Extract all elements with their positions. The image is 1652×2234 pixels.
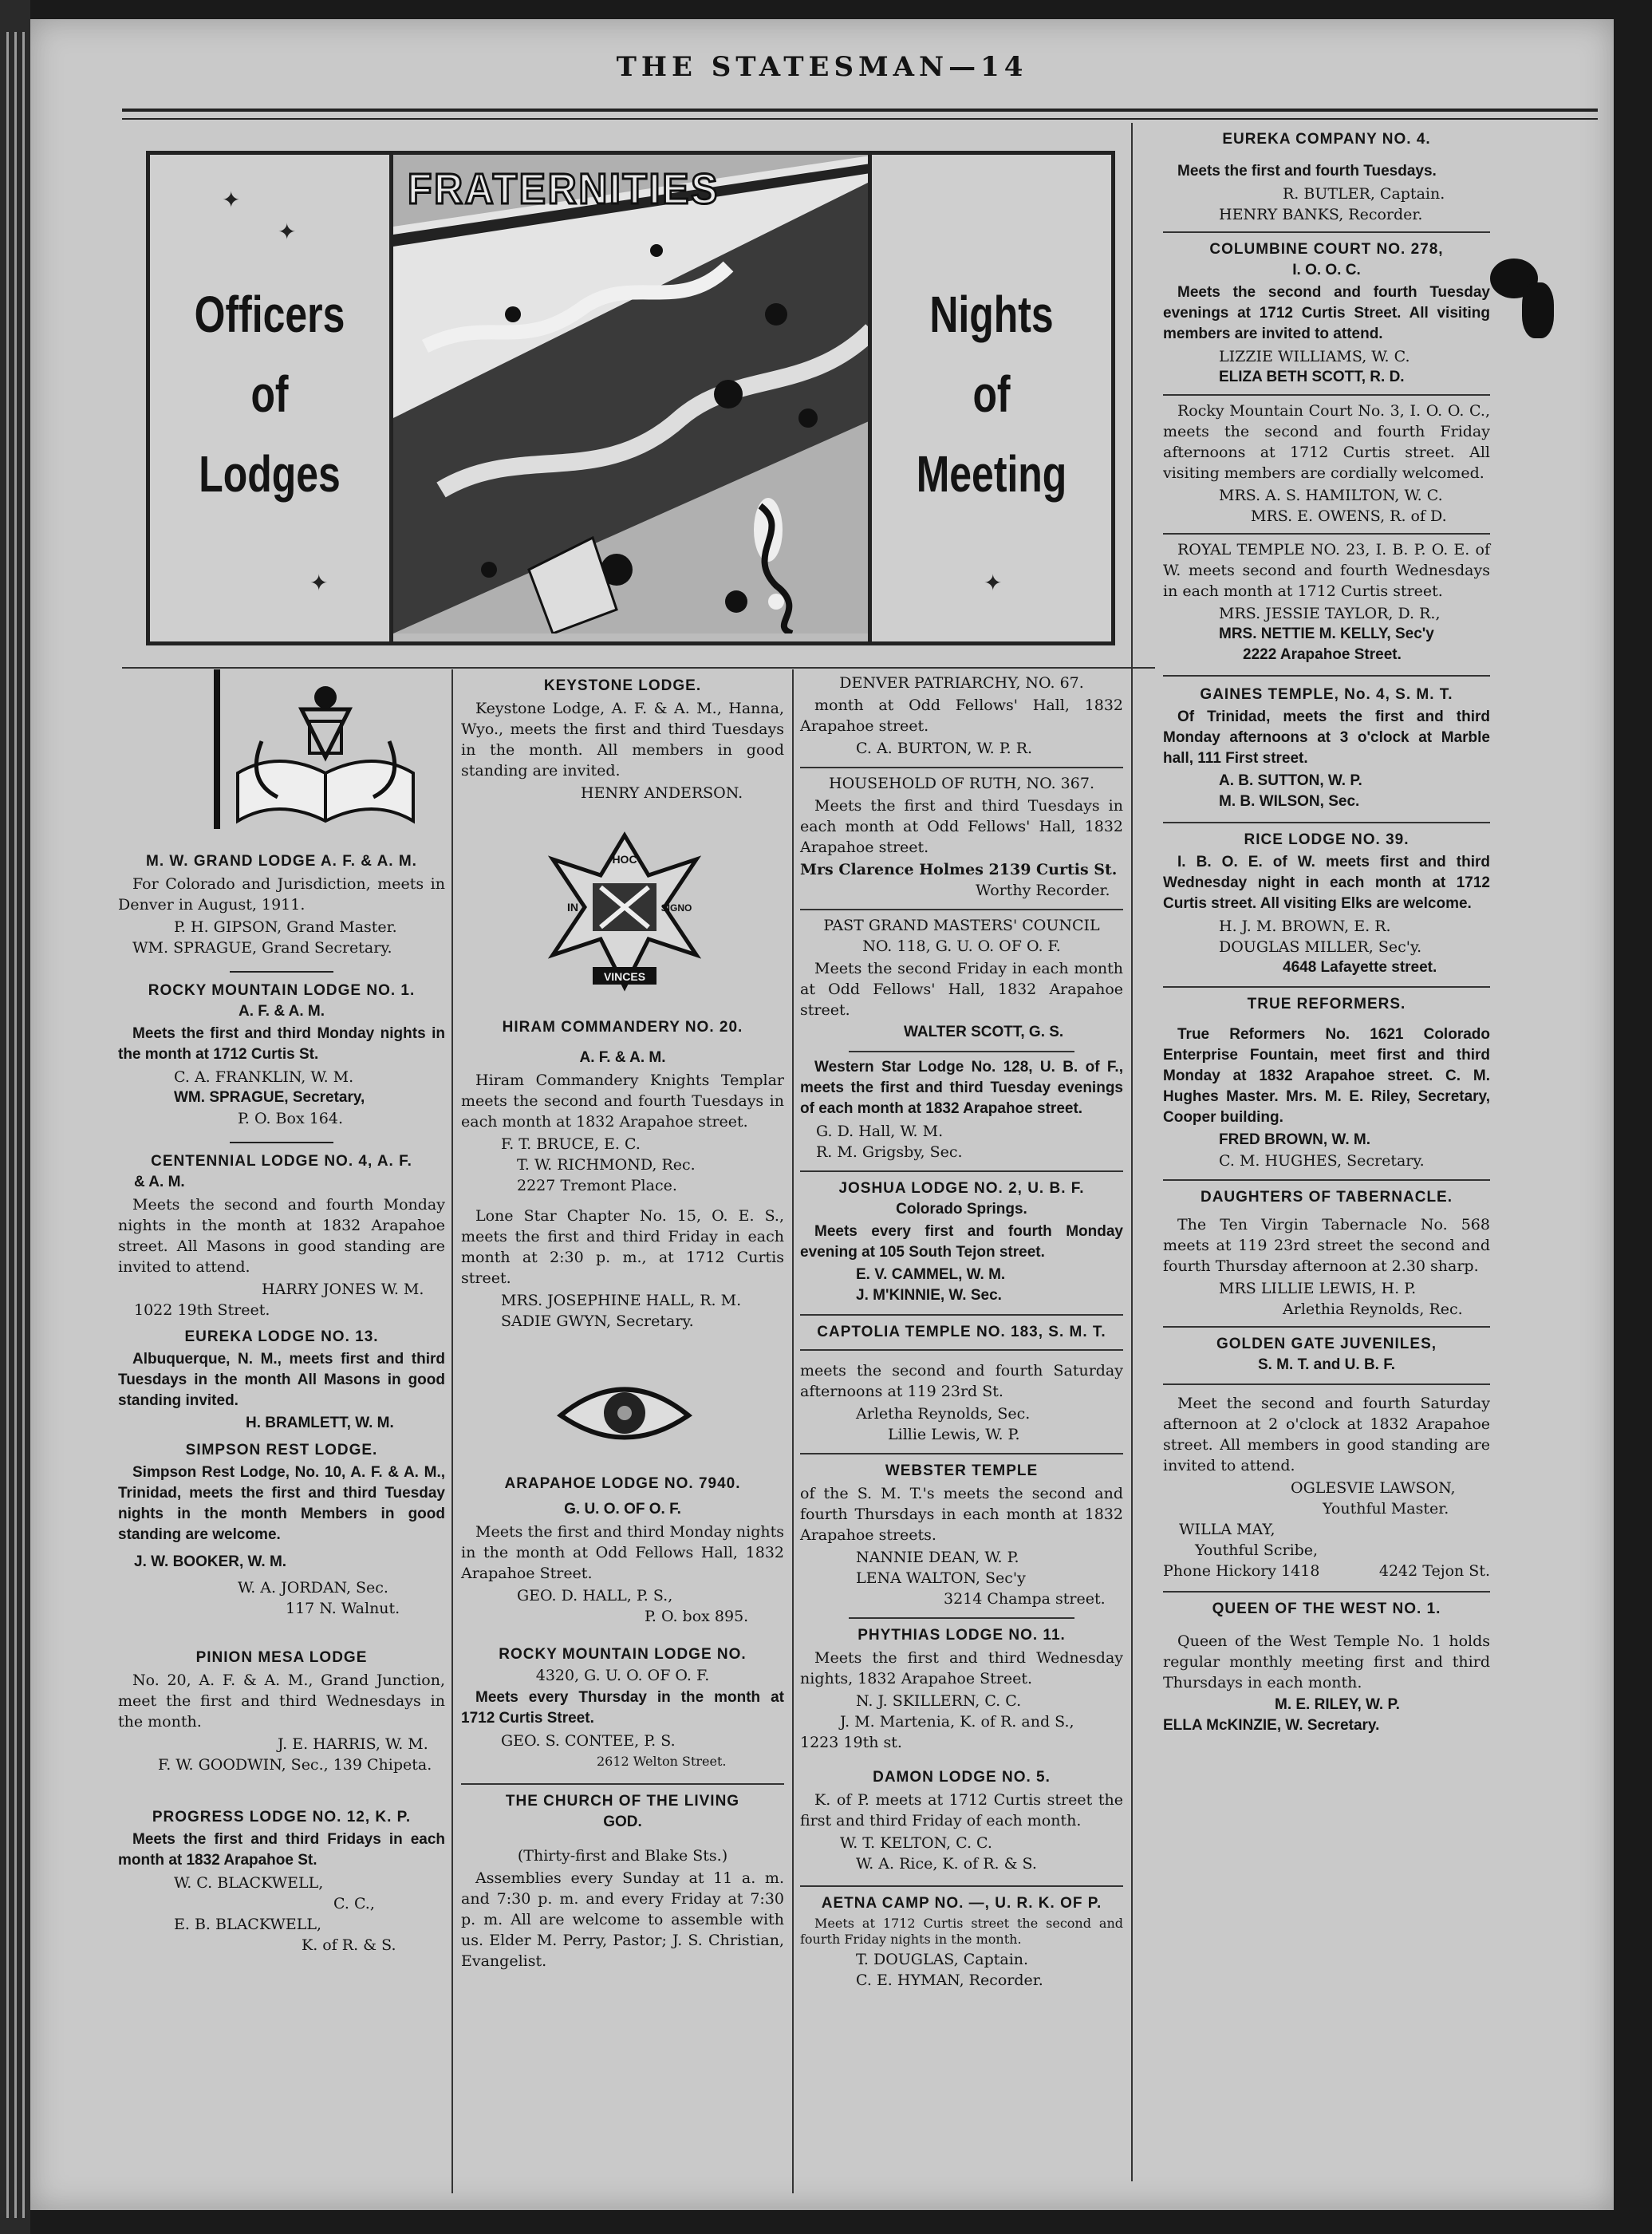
section-body: month at Odd Fellows' Hall, 1832 Arapahoe street. bbox=[800, 697, 1123, 735]
templar-cross-icon bbox=[545, 827, 704, 995]
officer-address: 1022 19th Street. bbox=[134, 1301, 270, 1319]
section-body: K. of P. meets at 1712 Curtis street the first and third Friday of each month. bbox=[800, 1791, 1123, 1829]
officer-name: ELLA McKINZIE, W. Secretary. bbox=[1163, 1717, 1380, 1734]
officer-name: J. W. BOOKER, W. M. bbox=[134, 1553, 287, 1570]
officer-name: MRS. E. OWENS, R. of D. bbox=[1251, 507, 1447, 525]
section-body: Meets every first and fourth Monday evening at 105 South Tejon street. bbox=[800, 1223, 1123, 1261]
officer-name: HENRY BANKS, Recorder. bbox=[1219, 206, 1423, 223]
banner-title: FRATERNITIES bbox=[408, 165, 720, 213]
section-subheading: Colorado Springs. bbox=[896, 1201, 1027, 1218]
officer-name: W. C. BLACKWELL, bbox=[174, 1874, 324, 1892]
officer-name: J. E. HARRIS, W. M. bbox=[278, 1735, 428, 1753]
newspaper-page bbox=[30, 19, 1614, 2210]
officer-name: W. T. KELTON, C. C. bbox=[840, 1834, 992, 1852]
fraternities-illustration-icon bbox=[393, 155, 872, 633]
officer-name: MRS. JOSEPHINE HALL, R. M. bbox=[501, 1292, 742, 1309]
column-2 bbox=[461, 669, 784, 1973]
emblem-hoc: HOC bbox=[612, 853, 637, 866]
officer-name: C. A. FRANKLIN, W. M. bbox=[174, 1068, 354, 1086]
officer-name: J. M'KINNIE, W. Sec. bbox=[856, 1287, 1002, 1304]
section-subheading: A. F. & A. M. bbox=[238, 1003, 325, 1020]
section-body: Meets the first and third Tuesdays in each month at Odd Fellows' Hall, 1832 Arapahoe street. bbox=[800, 797, 1123, 856]
section-body: Rocky Mountain Court No. 3, I. O. O. C., meets the second and fourth Friday afternoons at 1712 Curtis street. All visiting members are cordially welcomed. bbox=[1163, 402, 1490, 482]
officer-name: N. J. SKILLERN, C. C. bbox=[856, 1692, 1022, 1710]
masthead-rule bbox=[122, 109, 1598, 112]
officer-title: C. C., bbox=[333, 1895, 375, 1912]
section-separator bbox=[461, 1783, 784, 1785]
section-body: No. 20, A. F. & A. M., Grand Junction, meet the first and third Wednesdays in the month. bbox=[118, 1672, 445, 1731]
column-rule bbox=[1131, 123, 1133, 2181]
officer-name: F. W. GOODWIN, Sec., 139 Chipeta. bbox=[158, 1756, 432, 1774]
section-subheading: A. F. & A. M. bbox=[579, 1049, 666, 1066]
officer-title: Worthy Recorder. bbox=[976, 882, 1110, 899]
section-separator bbox=[1163, 1383, 1490, 1385]
officer-name: ELIZA BETH SCOTT, R. D. bbox=[1219, 369, 1405, 385]
section-heading: EUREKA LODGE NO. 13. bbox=[184, 1328, 379, 1345]
section-heading: TRUE REFORMERS. bbox=[1247, 996, 1406, 1012]
section-body: Meets at 1712 Curtis street the second and fourth Friday nights in the month. bbox=[800, 1916, 1123, 1947]
section-separator bbox=[800, 1170, 1123, 1172]
section-heading: RICE LODGE NO. 39. bbox=[1244, 831, 1410, 848]
section-heading: PINION MESA LODGE bbox=[195, 1649, 368, 1666]
officer-address: 2227 Tremont Place. bbox=[517, 1177, 677, 1194]
officer-name: T. DOUGLAS, Captain. bbox=[856, 1951, 1029, 1968]
section-body: Meets every Thursday in the month at 1712 Curtis Street. bbox=[461, 1689, 784, 1727]
section-subheading: G. U. O. OF O. F. bbox=[564, 1501, 681, 1518]
section-separator bbox=[230, 971, 333, 973]
section-separator bbox=[849, 1617, 1075, 1619]
officer-name: E. B. BLACKWELL, bbox=[174, 1916, 322, 1933]
officer-name: WM. SPRAGUE, Secretary, bbox=[174, 1089, 365, 1106]
officer-name: H. BRAMLETT, W. M. bbox=[246, 1415, 394, 1431]
section-heading: DAUGHTERS OF TABERNACLE. bbox=[1200, 1189, 1453, 1206]
section-separator bbox=[1163, 1179, 1490, 1181]
masthead-rule-thin bbox=[122, 118, 1598, 120]
section-body: True Reformers No. 1621 Colorado Enterprise Fountain, meet first and third Monday at 1832 Arapahoe street. C. M. Hughes Master. Mrs. M. E. Riley, Secretary, Cooper building. bbox=[1163, 1026, 1490, 1126]
section-separator bbox=[230, 1142, 333, 1143]
section-subheading: & A. M. bbox=[134, 1174, 185, 1190]
officer-name: W. A. Rice, K. of R. & S. bbox=[856, 1855, 1037, 1873]
section-heading: ROCKY MOUNTAIN LODGE NO. bbox=[499, 1646, 747, 1663]
banner-right-line2: of bbox=[972, 365, 1011, 423]
section-heading: GOLDEN GATE JUVENILES, bbox=[1216, 1336, 1437, 1352]
emblem-signo: SIGNO bbox=[660, 902, 692, 914]
section-body: of the S. M. T.'s meets the second and fourth Thursdays in each month at 1832 Arapahoe streets. bbox=[800, 1485, 1123, 1544]
officer-name: LENA WALTON, Sec'y bbox=[856, 1569, 1026, 1587]
section-subheading: 4320, G. U. O. OF O. F. bbox=[535, 1667, 710, 1684]
officer-name: NANNIE DEAN, W. P. bbox=[856, 1549, 1019, 1566]
star-ornament-icon: ✦ bbox=[310, 570, 329, 596]
section-separator bbox=[800, 909, 1123, 910]
officer-name: MRS. NETTIE M. KELLY, Sec'y bbox=[1219, 626, 1434, 642]
section-subheading: NO. 118, G. U. O. OF O. F. bbox=[862, 937, 1061, 955]
section-body: The Ten Virgin Tabernacle No. 568 meets at 119 23rd street the second and fourth Thursday afternoon at 2.30 sharp. bbox=[1163, 1216, 1490, 1275]
section-heading: CENTENNIAL LODGE NO. 4, A. F. bbox=[151, 1153, 412, 1170]
section-heading: CAPTOLIA TEMPLE NO. 183, S. M. T. bbox=[817, 1324, 1106, 1340]
officer-address: 2612 Welton Street. bbox=[597, 1754, 727, 1769]
section-heading: ARAPAHOE LODGE NO. 7940. bbox=[504, 1475, 741, 1492]
officer-name: WALTER SCOTT, G. S. bbox=[904, 1024, 1064, 1040]
officer-address: 1223 19th st. bbox=[800, 1734, 902, 1751]
section-body: Hiram Commandery Knights Templar meets the second and fourth Tuesdays in each month at 1832 Arapahoe street. bbox=[461, 1072, 784, 1131]
masthead: THE STATESMAN—14 bbox=[616, 51, 1028, 83]
section-body: Meet the second and fourth Saturday afternoon at 2 o'clock at 1832 Arapahoe street. All members in good standing are invited to attend. bbox=[1163, 1395, 1490, 1474]
officer-title: Youthful Master. bbox=[1323, 1500, 1449, 1518]
officer-name: A. B. SUTTON, W. P. bbox=[1219, 772, 1362, 789]
officer-name: WM. SPRAGUE, Grand Secretary. bbox=[132, 939, 392, 957]
officer-name: R. M. Grigsby, Sec. bbox=[816, 1143, 963, 1161]
officer-name: WILLA MAY, bbox=[1179, 1521, 1275, 1538]
officer-title: K. of R. & S. bbox=[302, 1936, 396, 1954]
section-heading: THE CHURCH OF THE LIVING bbox=[505, 1793, 740, 1810]
officer-name: C. M. HUGHES, Secretary. bbox=[1219, 1152, 1425, 1170]
section-subheading: GOD. bbox=[603, 1814, 642, 1830]
officer-title: Youthful Scribe, bbox=[1195, 1541, 1319, 1559]
section-heading: DAMON LODGE NO. 5. bbox=[873, 1769, 1051, 1786]
section-body: Lone Star Chapter No. 15, O. E. S., meets the first and third Friday in each month at 2:30 p. m., at 1712 Curtis street. bbox=[461, 1207, 784, 1287]
banner-right-line3: Meeting bbox=[916, 445, 1067, 503]
officer-address: 4648 Lafayette street. bbox=[1283, 959, 1437, 976]
section-separator bbox=[800, 1314, 1123, 1316]
section-heading: M. W. GRAND LODGE A. F. & A. M. bbox=[146, 853, 417, 870]
officer-name: LIZZIE WILLIAMS, W. C. bbox=[1219, 348, 1410, 365]
officer-name: SADIE GWYN, Secretary. bbox=[501, 1312, 694, 1330]
officer-name: MRS. JESSIE TAYLOR, D. R., bbox=[1219, 605, 1441, 622]
column-1 bbox=[118, 669, 445, 1956]
column-3 bbox=[800, 669, 1123, 1991]
officer-name: M. B. WILSON, Sec. bbox=[1219, 793, 1360, 810]
officer-address: P. O. box 895. bbox=[645, 1608, 749, 1625]
section-heading: SIMPSON REST LODGE. bbox=[185, 1442, 378, 1458]
star-ornament-icon: ✦ bbox=[222, 187, 241, 213]
phone-address-row bbox=[1163, 1561, 1490, 1581]
officer-address: P. O. Box 164. bbox=[238, 1110, 344, 1127]
knights-templar-cross-emblem bbox=[461, 827, 784, 1011]
officer-name: MRS LILLIE LEWIS, H. P. bbox=[1219, 1280, 1417, 1297]
eye-icon bbox=[557, 1372, 692, 1451]
officer-name: Mrs Clarence Holmes 2139 Curtis St. bbox=[800, 861, 1118, 878]
emblem-vinces: VINCES bbox=[603, 970, 646, 983]
section-body: Meets the first and third Monday nights in the month at 1712 Curtis St. bbox=[118, 1025, 445, 1063]
section-body: For Colorado and Jurisdiction, meets in Denver in August, 1911. bbox=[118, 875, 445, 914]
section-body: Western Star Lodge No. 128, U. B. of F., meets the first and third Tuesday evenings of each month at 1832 Arapahoe street. bbox=[800, 1059, 1123, 1117]
column-4 bbox=[1163, 123, 1490, 1736]
star-ornament-icon: ✦ bbox=[984, 570, 1003, 596]
fraternities-banner bbox=[146, 151, 1115, 645]
section-heading: AETNA CAMP NO. —, U. R. K. OF P. bbox=[821, 1895, 1102, 1912]
banner-right-panel bbox=[872, 155, 1111, 641]
section-heading: EUREKA COMPANY NO. 4. bbox=[1222, 131, 1431, 148]
section-separator bbox=[1163, 675, 1490, 677]
officer-name: FRED BROWN, W. M. bbox=[1219, 1131, 1370, 1148]
section-separator bbox=[1163, 1591, 1490, 1593]
section-heading: QUEEN OF THE WEST NO. 1. bbox=[1212, 1601, 1441, 1617]
section-separator bbox=[800, 1349, 1123, 1351]
section-body: Meets the first and fourth Tuesdays. bbox=[1177, 163, 1437, 180]
section-body: Simpson Rest Lodge, No. 10, A. F. & A. M., Trinidad, meets the first and third Tuesday nights in the month Members in good standing are welcome. bbox=[118, 1464, 445, 1543]
section-body: Meets the first and third Wednesday nights, 1832 Arapahoe Street. bbox=[800, 1649, 1123, 1687]
officer-name: E. V. CAMMEL, W. M. bbox=[856, 1266, 1006, 1283]
masonic-book-emblem bbox=[118, 669, 445, 845]
section-body: ROYAL TEMPLE NO. 23, I. B. P. O. E. of W. meets second and fourth Wednesdays in each month at 1712 Curtis street. bbox=[1163, 541, 1490, 600]
officer-name: C. A. BURTON, W. P. R. bbox=[856, 740, 1033, 757]
officer-name: P. H. GIPSON, Grand Master. bbox=[174, 918, 397, 936]
officer-name: Arletha Reynolds, Sec. bbox=[856, 1405, 1031, 1423]
banner-left-line3: Lodges bbox=[199, 445, 341, 503]
section-separator bbox=[1163, 533, 1490, 535]
officer-name: F. T. BRUCE, E. C. bbox=[501, 1135, 641, 1153]
section-heading: PROGRESS LODGE NO. 12, K. P. bbox=[152, 1809, 412, 1825]
officer-name: J. M. Martenia, K. of R. and S., bbox=[840, 1713, 1074, 1731]
section-heading: ROCKY MOUNTAIN LODGE NO. 1. bbox=[148, 982, 416, 999]
section-body: Keystone Lodge, A. F. & A. M., Hanna, Wyo., meets the first and third Tuesdays in the month. All members in good standing are invited. bbox=[461, 700, 784, 780]
officer-address: 117 N. Walnut. bbox=[286, 1600, 400, 1617]
section-body: Assemblies every Sunday at 11 a. m. and 7:30 p. m. and every Friday at 7:30 p. m. All are welcome to assemble with us. Elder M. Perry, Pastor; J. S. Christian, Evangelist. bbox=[461, 1869, 784, 1970]
officer-name: G. D. Hall, W. M. bbox=[816, 1123, 944, 1140]
section-heading: JOSHUA LODGE NO. 2, U. B. F. bbox=[838, 1180, 1085, 1197]
section-heading: KEYSTONE LODGE. bbox=[543, 677, 702, 694]
officer-name: Arlethia Reynolds, Rec. bbox=[1283, 1301, 1463, 1318]
banner-illustration bbox=[389, 155, 872, 641]
section-body: Meets the second Friday in each month at Odd Fellows' Hall, 1832 Arapahoe street. bbox=[800, 960, 1123, 1019]
banner-left-panel bbox=[150, 155, 389, 641]
banner-bottom-rule bbox=[122, 667, 1155, 669]
section-separator bbox=[800, 1453, 1123, 1454]
officer-name: MRS. A. S. HAMILTON, W. C. bbox=[1219, 487, 1443, 504]
section-heading: WEBSTER TEMPLE bbox=[885, 1462, 1039, 1479]
section-body: Of Trinidad, meets the first and third Monday afternoons at 3 o'clock at Marble hall, 111 First street. bbox=[1163, 708, 1490, 767]
phone-number: Phone Hickory 1418 bbox=[1163, 1562, 1320, 1580]
section-body: Queen of the West Temple No. 1 holds regular monthly meeting first and third Thursdays in each month. bbox=[1163, 1632, 1490, 1691]
officer-name: HENRY ANDERSON. bbox=[581, 784, 743, 802]
officer-name: GEO. D. HALL, P. S., bbox=[517, 1587, 673, 1604]
section-heading: COLUMBINE COURT NO. 278, bbox=[1209, 241, 1444, 258]
section-body: meets the second and fourth Saturday afternoons at 119 23rd St. bbox=[800, 1362, 1123, 1400]
emblem-in: IN bbox=[567, 901, 578, 914]
officer-name: M. E. RILEY, W. P. bbox=[1275, 1696, 1400, 1713]
section-separator bbox=[1163, 1326, 1490, 1328]
section-body: Meets the second and fourth Monday nights in the month at 1832 Arapahoe street. All Masons in good standing are invited to attend. bbox=[118, 1196, 445, 1276]
masonic-book-icon bbox=[230, 677, 421, 837]
page-edge bbox=[0, 0, 30, 2234]
officer-name: GEO. S. CONTEE, P. S. bbox=[501, 1732, 676, 1750]
church-address: (Thirty-first and Blake Sts.) bbox=[517, 1847, 728, 1865]
section-heading: PAST GRAND MASTERS' COUNCIL bbox=[823, 917, 1100, 934]
officer-address: 2222 Arapahoe Street. bbox=[1243, 646, 1402, 663]
officer-name: HARRY JONES W. M. bbox=[262, 1281, 424, 1298]
section-separator bbox=[1163, 822, 1490, 823]
officer-name: DOUGLAS MILLER, Sec'y. bbox=[1219, 938, 1422, 956]
section-body: I. B. O. E. of W. meets first and third Wednesday night in each month at 1712 Curtis street. All visiting Elks are welcome. bbox=[1163, 854, 1490, 912]
street-address: 4242 Tejon St. bbox=[1378, 1562, 1490, 1580]
section-separator bbox=[800, 767, 1123, 768]
eye-emblem bbox=[461, 1364, 784, 1467]
paper-damage bbox=[1522, 282, 1554, 338]
column-rule bbox=[451, 669, 453, 2193]
section-heading: HOUSEHOLD OF RUTH, NO. 367. bbox=[829, 775, 1094, 792]
banner-right-line1: Nights bbox=[929, 286, 1054, 343]
section-body: Meets the first and third Fridays in each month at 1832 Arapahoe St. bbox=[118, 1831, 445, 1869]
section-heading: GAINES TEMPLE, No. 4, S. M. T. bbox=[1200, 686, 1453, 703]
section-body: Meets the first and third Monday nights in the month at Odd Fellows Hall, 1832 Arapahoe Street. bbox=[461, 1523, 784, 1582]
section-subheading: S. M. T. and U. B. F. bbox=[1257, 1356, 1396, 1373]
officer-name: H. J. M. BROWN, E. R. bbox=[1219, 918, 1391, 935]
star-ornament-icon: ✦ bbox=[278, 219, 297, 245]
section-separator bbox=[800, 1885, 1123, 1887]
section-separator bbox=[1163, 394, 1490, 396]
section-separator bbox=[1163, 986, 1490, 988]
section-heading: PHYTHIAS LODGE NO. 11. bbox=[858, 1627, 1066, 1644]
banner-left-line2: of bbox=[250, 365, 289, 423]
section-body: Albuquerque, N. M., meets first and third Tuesdays in the month All Masons in good standing invited. bbox=[118, 1351, 445, 1409]
section-body: Meets the second and fourth Tuesday evenings at 1712 Curtis Street. All visiting members are invited to attend. bbox=[1163, 284, 1490, 342]
officer-name: C. E. HYMAN, Recorder. bbox=[856, 1972, 1043, 1989]
banner-left-line1: Officers bbox=[194, 286, 345, 343]
section-separator bbox=[849, 1051, 1075, 1052]
section-subheading: I. O. O. C. bbox=[1292, 262, 1361, 278]
officer-address: 3214 Champa street. bbox=[944, 1590, 1106, 1608]
column-rule bbox=[792, 669, 794, 2193]
section-heading: DENVER PATRIARCHY, NO. 67. bbox=[839, 674, 1084, 692]
section-separator bbox=[1163, 231, 1490, 233]
officer-name: Lillie Lewis, W. P. bbox=[888, 1426, 1020, 1443]
officer-name: T. W. RICHMOND, Rec. bbox=[517, 1156, 696, 1174]
section-heading: HIRAM COMMANDERY NO. 20. bbox=[502, 1019, 743, 1036]
officer-name: R. BUTLER, Captain. bbox=[1283, 185, 1445, 203]
officer-name: W. A. JORDAN, Sec. bbox=[238, 1579, 388, 1597]
officer-name: OGLESVIE LAWSON, bbox=[1291, 1479, 1456, 1497]
